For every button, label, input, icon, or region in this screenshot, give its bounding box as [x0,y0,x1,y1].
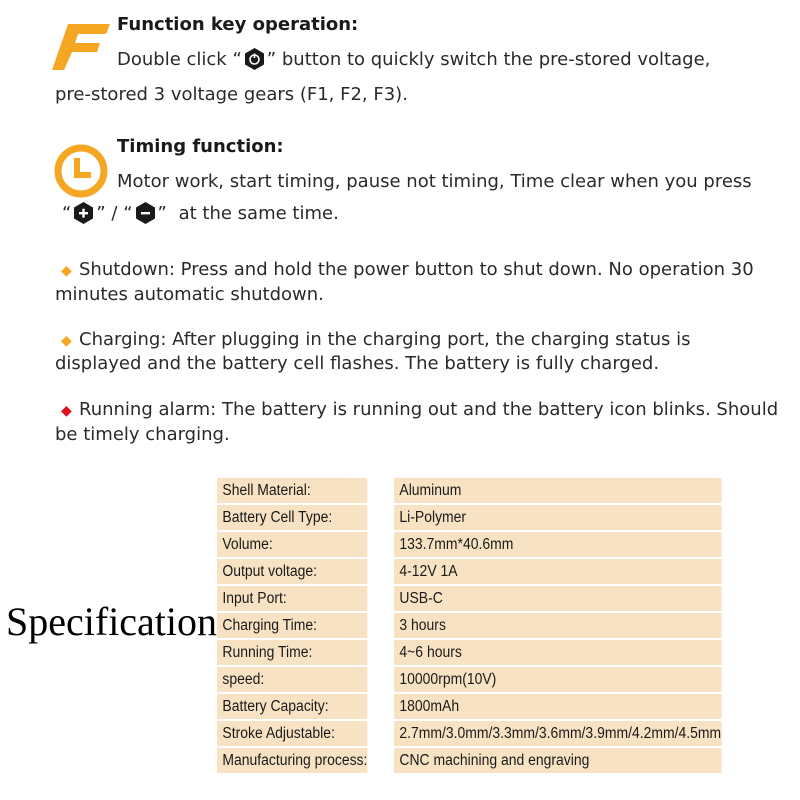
spec-key: Shell Material: [217,478,376,503]
shutdown-line2: minutes automatic shutdown. [55,284,324,305]
spec-table [217,476,758,775]
diamond-bullet-icon: ◆ [61,263,72,279]
specification-label: Specification [6,599,218,644]
shutdown-text: Shutdown: Press and hold the power button to shut down. No operation 30 [79,259,754,280]
alarm-line2: be timely charging. [55,424,230,445]
function-key-line1 [117,48,710,72]
spec-row [217,505,758,530]
clock-icon [53,143,109,199]
spec-row [217,640,758,665]
plus-button-icon [74,202,93,224]
spec-key: Input Port: [217,586,376,611]
spec-value: Li-Polymer [394,505,722,530]
close-quote: ” [96,203,106,224]
timing-line2 [62,202,339,226]
red-diamond-bullet-icon: ◆ [61,403,72,419]
power-button-icon [245,48,264,70]
spec-key: Output voltage: [217,559,376,584]
timing-title: Timing function: [117,136,284,157]
spec-value: 4~6 hours [394,640,722,665]
spec-key: Volume: [217,532,376,557]
spec-row [217,478,758,503]
shutdown-paragraph [61,258,754,283]
spec-key: Charging Time: [217,613,376,638]
spec-row [217,586,758,611]
spec-key: Battery Capacity: [217,694,376,719]
alarm-paragraph [61,398,778,423]
charging-paragraph [61,328,691,353]
spec-row [217,721,758,746]
letter-f-icon [50,22,112,72]
diamond-bullet-icon: ◆ [61,333,72,349]
spec-value: 10000rpm(10V) [394,667,722,692]
close-quote: ” [266,49,277,70]
function-key-title: Function key operation: [117,14,359,35]
spec-value: Aluminum [394,478,722,503]
spec-value: 3 hours [394,613,722,638]
spec-key: Battery Cell Type: [217,505,376,530]
spec-row [217,559,758,584]
timing-separator: / [111,203,118,224]
function-key-line2: pre-stored 3 voltage gears (F1, F2, F3). [55,84,408,105]
spec-value: USB-C [394,586,722,611]
spec-value: 2.7mm/3.0mm/3.3mm/3.6mm/3.9mm/4.2mm/4.5mm [394,721,722,746]
spec-value: 4-12V 1A [394,559,722,584]
spec-value: CNC machining and engraving [394,748,722,773]
minus-button-icon [136,202,155,224]
spec-row [217,694,758,719]
timing-line1: Motor work, start timing, pause not timing, Time clear when you press [117,171,752,192]
alarm-text: Running alarm: The battery is running out and the battery icon blinks. Should [79,399,779,420]
charging-line2: displayed and the battery cell flashes. The battery is fully charged. [55,353,660,374]
spec-key: Manufacturing process: [217,748,376,773]
spec-value: 133.7mm*40.6mm [394,532,722,557]
spec-key: Stroke Adjustable: [217,721,376,746]
spec-row [217,748,758,773]
spec-row [217,532,758,557]
open-quote: “ [123,203,133,224]
close-quote: ” [157,203,167,224]
spec-row [217,613,758,638]
spec-key: speed: [217,667,376,692]
function-key-line1-after: button to quickly switch the pre-stored voltage, [281,49,711,70]
charging-text: Charging: After plugging in the charging port, the charging status is [79,329,691,350]
timing-line2-after: at the same time. [178,203,339,224]
spec-row [217,667,758,692]
spec-key: Running Time: [217,640,376,665]
open-quote: “ [62,203,72,224]
open-quote: “ [232,49,242,70]
spec-value: 1800mAh [394,694,722,719]
function-key-line1-before: Double click [117,49,227,70]
